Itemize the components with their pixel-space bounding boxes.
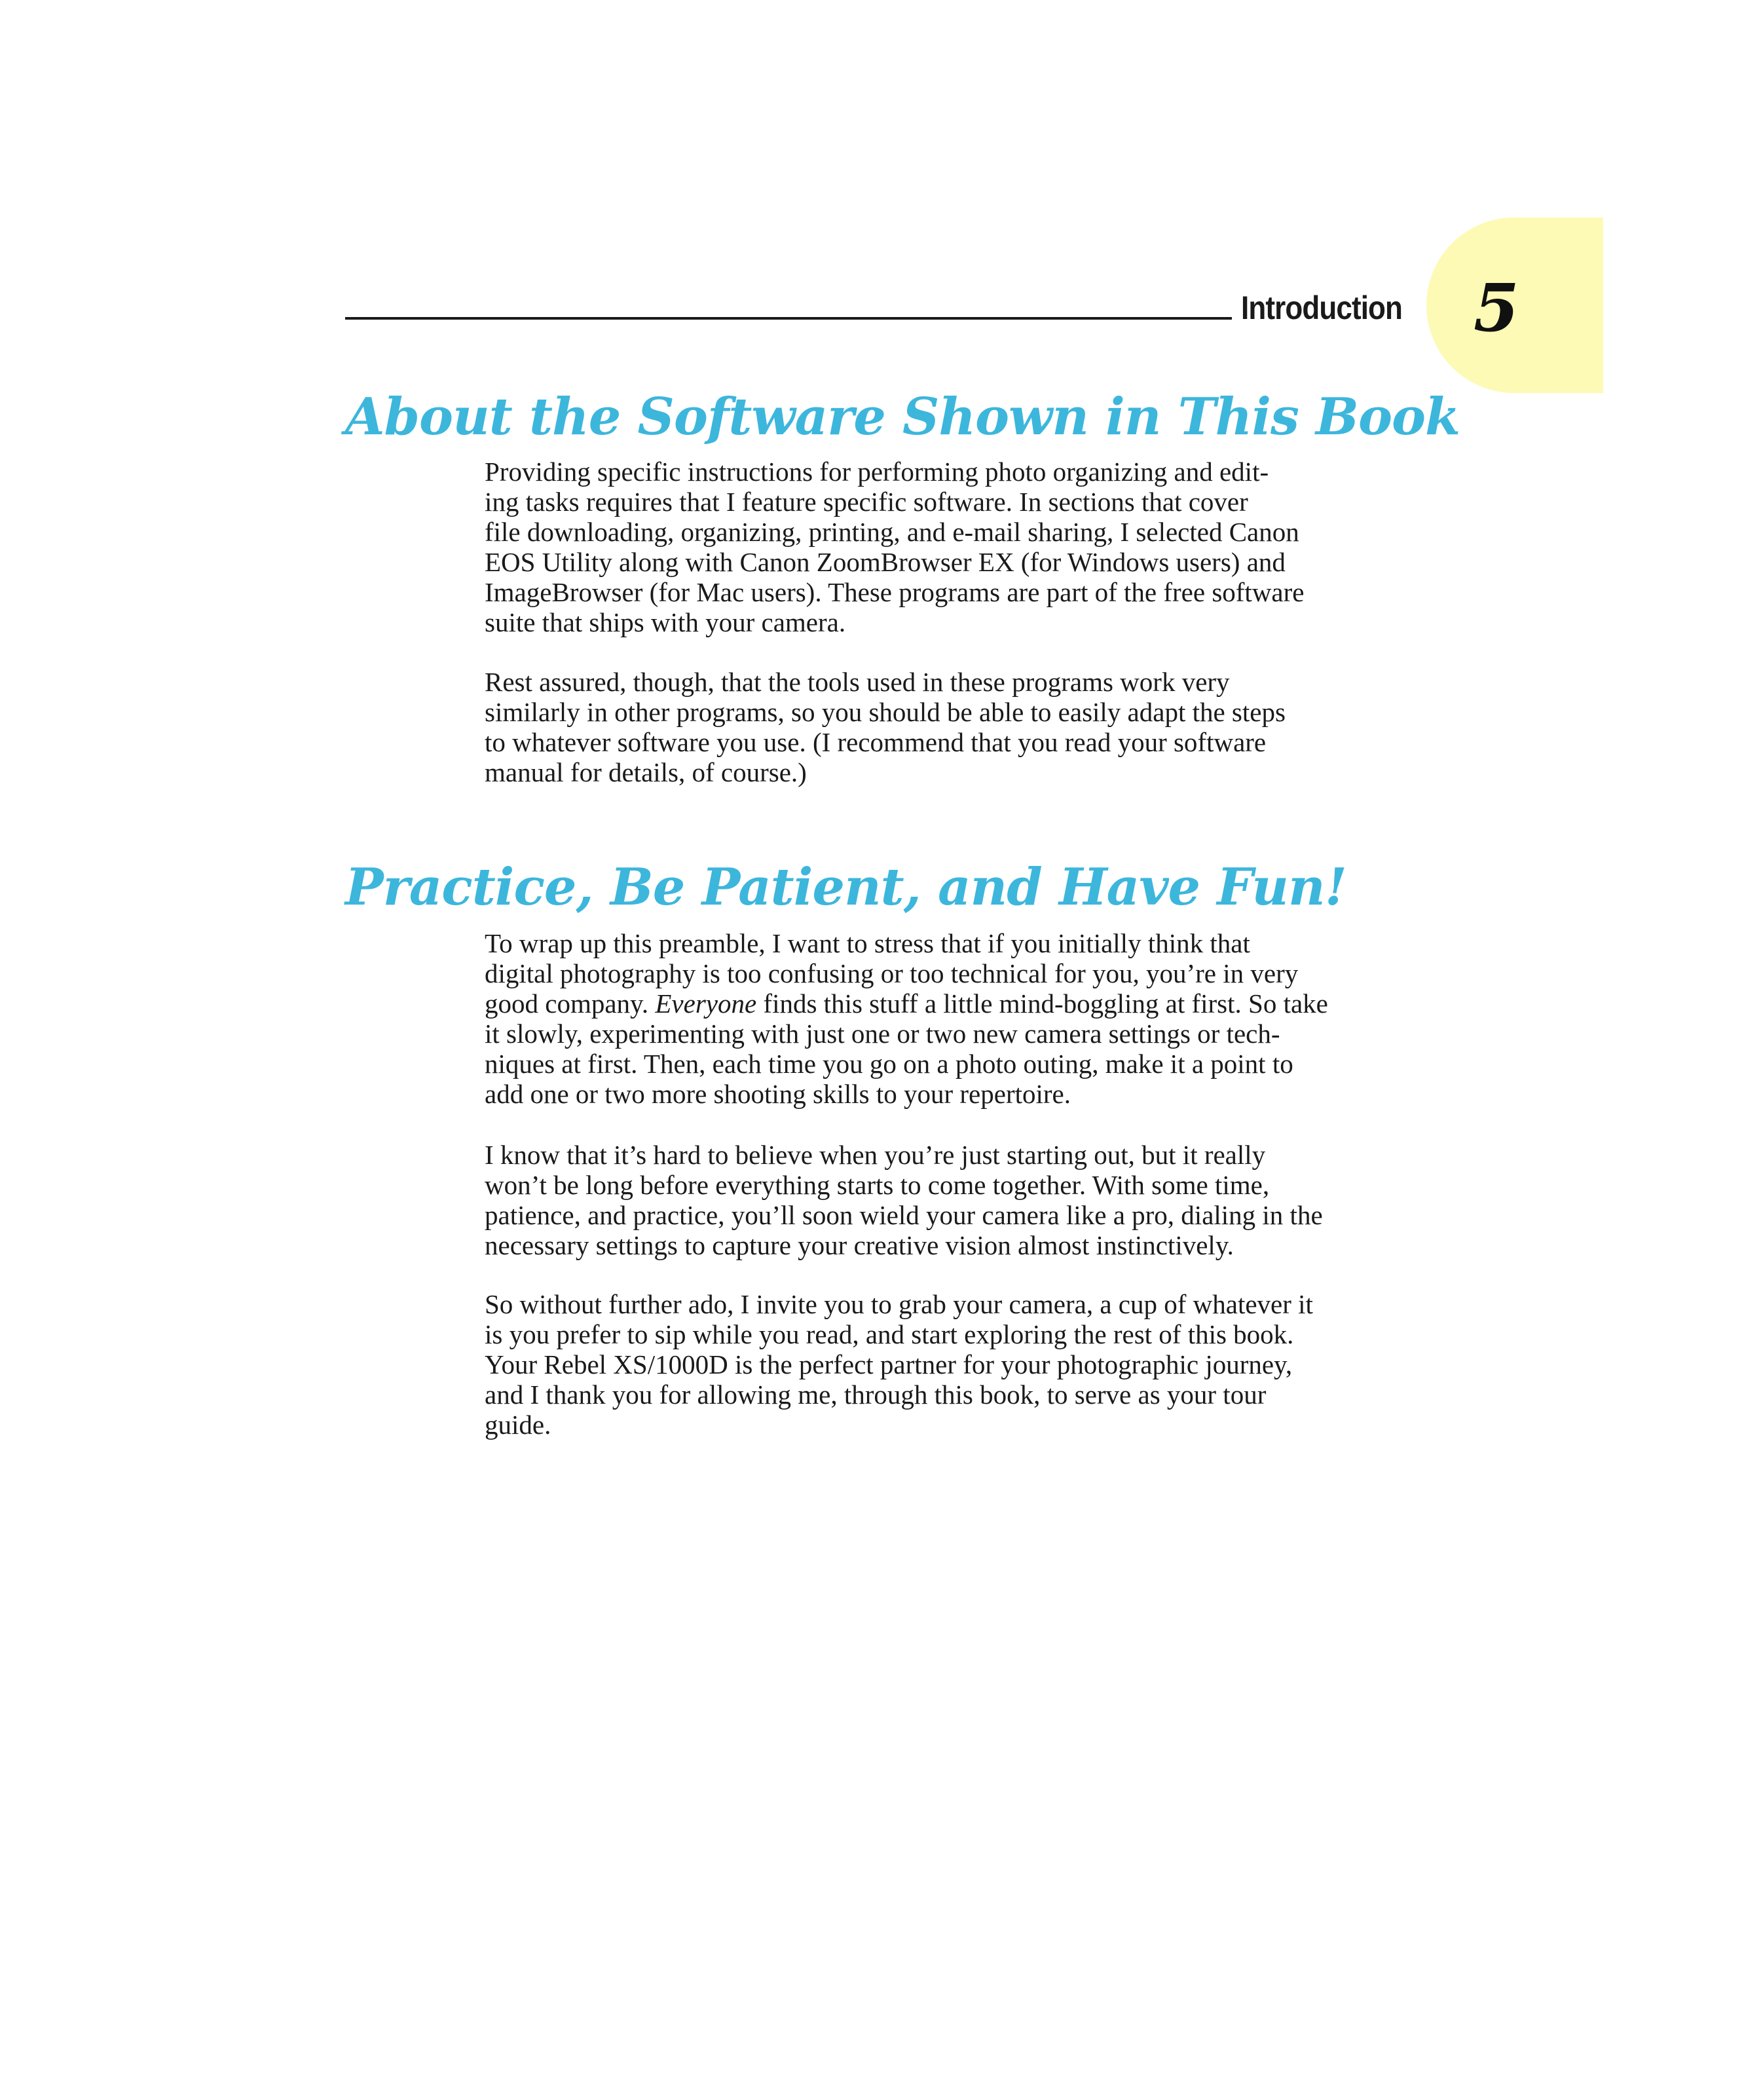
text-line: is you prefer to sip while you read, and start exploring the rest of this book. xyxy=(485,1319,1294,1349)
text-line: to whatever software you use. (I recommend that you read your software xyxy=(485,727,1267,757)
text-line: guide. xyxy=(485,1410,551,1440)
text-line: necessary settings to capture your creative vision almost instinctively. xyxy=(485,1230,1234,1260)
text-line: add one or two more shooting skills to your repertoire. xyxy=(485,1079,1071,1109)
paragraph xyxy=(485,667,1415,787)
text-line: To wrap up this preamble, I want to stress that if you initially think that xyxy=(485,928,1250,958)
text-line: I know that it’s hard to believe when you’re just starting out, but it really xyxy=(485,1140,1266,1170)
paragraph xyxy=(485,457,1415,637)
text-line: digital photography is too confusing or too technical for you, you’re in very xyxy=(485,958,1299,988)
text-line: ImageBrowser (for Mac users). These programs are part of the free software xyxy=(485,577,1305,607)
text-line-with-emphasis xyxy=(485,988,1415,1019)
text-line: suite that ships with your camera. xyxy=(485,607,846,637)
section-heading-practice: Practice, Be Patient, and Have Fun! xyxy=(345,857,1346,917)
text-line: EOS Utility along with Canon ZoomBrowser EX (for Windows users) and xyxy=(485,547,1286,577)
text-line: Providing specific instructions for performing photo organizing and edit- xyxy=(485,457,1269,487)
text-line: won’t be long before everything starts to come together. With some time, xyxy=(485,1170,1270,1200)
section-heading-about-software: About the Software Shown in This Book xyxy=(345,387,1460,447)
text-segment: good company. xyxy=(485,988,656,1019)
text-line: file downloading, organizing, printing, and e-mail sharing, I selected Canon xyxy=(485,517,1299,547)
emphasized-word: Everyone xyxy=(655,988,757,1019)
paragraph xyxy=(485,928,1415,1109)
text-line: So without further ado, I invite you to grab your camera, a cup of whatever it xyxy=(485,1289,1313,1319)
text-line: it slowly, experimenting with just one or two new camera settings or tech- xyxy=(485,1019,1280,1049)
page-number: 5 xyxy=(1474,269,1519,347)
text-line: Your Rebel XS/1000D is the perfect partner for your photographic journey, xyxy=(485,1349,1293,1379)
text-line: manual for details, of course.) xyxy=(485,757,807,787)
paragraph xyxy=(485,1289,1415,1440)
paragraph xyxy=(485,1140,1415,1260)
text-line: Rest assured, though, that the tools used in these programs work very xyxy=(485,667,1230,697)
text-line: ing tasks requires that I feature specific software. In sections that cover xyxy=(485,487,1248,517)
text-line: niques at first. Then, each time you go on a photo outing, make it a point to xyxy=(485,1049,1293,1079)
text-line: patience, and practice, you’ll soon wield your camera like a pro, dialing in the xyxy=(485,1200,1323,1230)
text-line: and I thank you for allowing me, through this book, to serve as your tour xyxy=(485,1379,1267,1410)
text-segment: finds this stuff a little mind-boggling at first. So take xyxy=(756,988,1328,1019)
header-rule xyxy=(345,317,1232,320)
running-head: Introduction xyxy=(1241,290,1403,326)
text-line: similarly in other programs, so you should be able to easily adapt the steps xyxy=(485,697,1286,727)
